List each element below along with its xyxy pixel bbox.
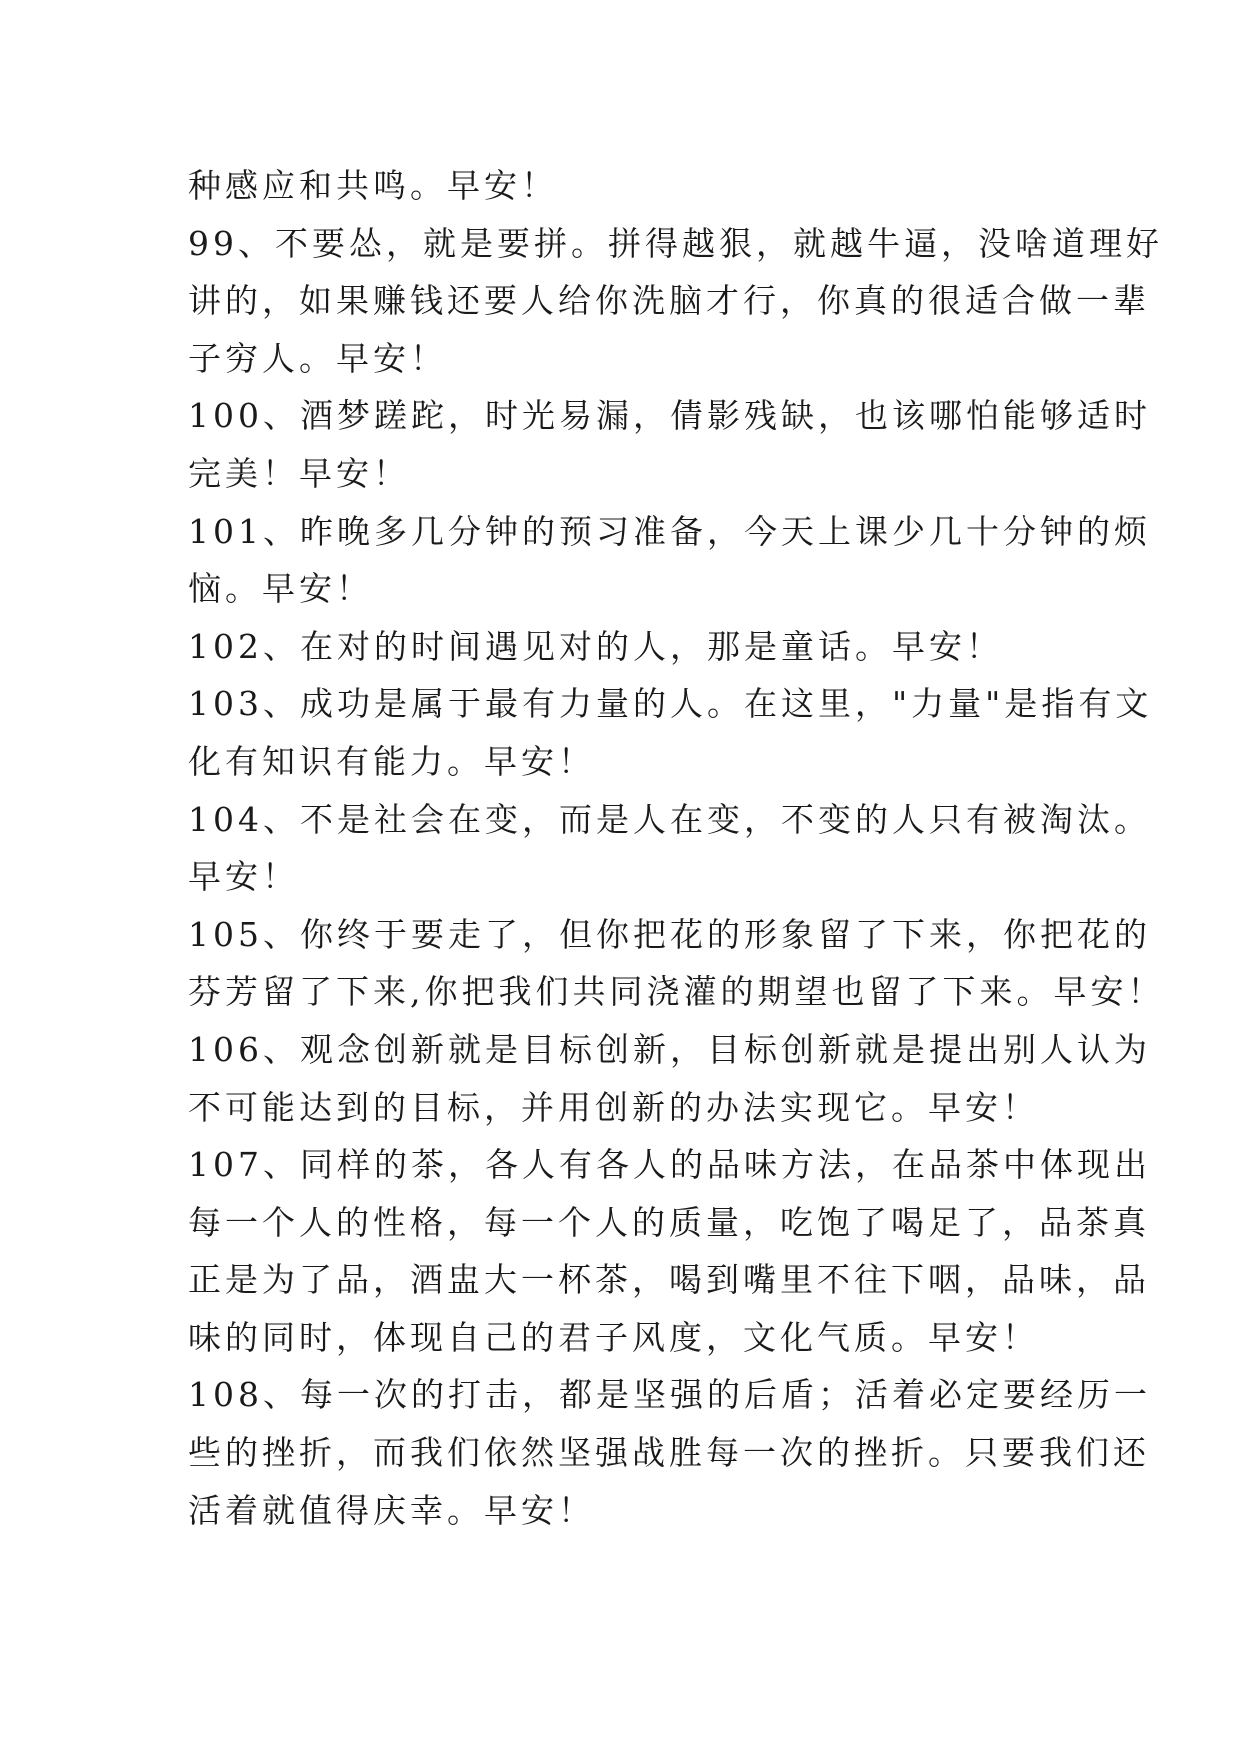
text-line: 活着就值得庆幸。早安！ — [188, 1490, 595, 1530]
text-line: 102、在对的时间遇见对的人，那是童话。早安！ — [188, 626, 1003, 666]
text-line: 些的挫折，而我们依然坚强战胜每一次的挫折。只要我们还 — [188, 1433, 1150, 1473]
text-line: 不可能达到的目标，并用创新的办法实现它。早安！ — [188, 1087, 1039, 1127]
text-line: 99、不要怂，就是要拼。拼得越狠，就越牛逼，没啥道理好 — [188, 223, 1163, 263]
text-line: 化有知识有能力。早安！ — [188, 741, 595, 781]
text-line: 100、酒梦蹉跎，时光易漏，倩影残缺，也该哪怕能够适时 — [188, 396, 1151, 436]
text-line: 107、同样的茶，各人有各人的品味方法，在品茶中体现出 — [188, 1145, 1151, 1185]
text-line: 子穷人。早安！ — [188, 338, 447, 378]
text-line: 正是为了品，酒盅大一杯茶，喝到嘴里不往下咽，品味，品 — [188, 1260, 1150, 1300]
document-body — [188, 157, 1165, 1539]
text-line: 101、昨晚多几分钟的预习准备，今天上课少几十分钟的烦 — [188, 511, 1151, 551]
text-line: 讲的，如果赚钱还要人给你洗脑才行，你真的很适合做一辈 — [188, 281, 1150, 321]
text-line: 105、你终于要走了，但你把花的形象留了下来，你把花的 — [188, 914, 1151, 954]
text-line: 完美！早安！ — [188, 453, 410, 493]
text-line: 103、成功是属于最有力量的人。在这里，"力量"是指有文 — [188, 684, 1153, 724]
text-line: 104、不是社会在变，而是人在变，不变的人只有被淘汰。 — [188, 799, 1151, 839]
text-line: 味的同时，体现自己的君子风度，文化气质。早安！ — [188, 1317, 1039, 1357]
text-line: 芬芳留了下来,你把我们共同浇灌的期望也留了下来。早安！ — [188, 972, 1165, 1012]
text-line: 108、每一次的打击，都是坚强的后盾；活着必定要经历一 — [188, 1375, 1151, 1415]
text-line: 早安！ — [188, 857, 299, 897]
text-line: 恼。早安！ — [188, 569, 373, 609]
text-line: 每一个人的性格，每一个人的质量，吃饱了喝足了，品茶真 — [188, 1202, 1150, 1242]
text-line: 106、观念创新就是目标创新，目标创新就是提出别人认为 — [188, 1029, 1151, 1069]
text-line: 种感应和共鸣。早安！ — [188, 166, 558, 205]
